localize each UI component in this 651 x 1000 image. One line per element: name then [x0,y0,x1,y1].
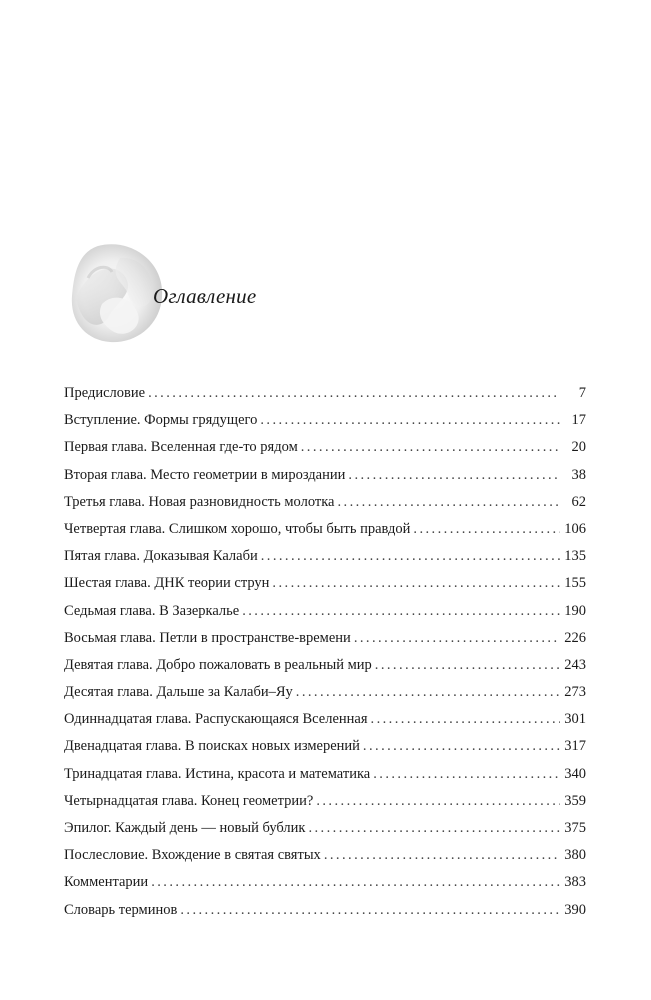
toc-entry-title: Послесловие. Вхождение в святая святых [64,847,321,864]
toc-entry-title: Предисловие [64,385,146,401]
toc-entry-title: Третья глава. Новая разновидность молотка [64,493,335,510]
toc-entry-page: 62 [571,493,586,510]
toc-entry-title: Четырнадцатая глава. Конец геометрии? [64,792,314,809]
toc-entry-title: Вторая глава. Место геометрии в мироздании [64,466,346,483]
toc-entry[interactable] [64,733,586,760]
toc-entry-title: Шестая глава. ДНК теории струн [64,575,270,592]
dot-leader [148,380,560,407]
toc-entry-page: 20 [571,439,586,456]
dot-leader [363,733,560,760]
toc-entry-title: Восьмая глава. Петли в пространстве-времени [64,629,351,646]
toc-entry-page: 106 [564,520,586,537]
dot-leader [373,761,560,788]
dot-leader [308,815,560,842]
toc-entry[interactable] [64,869,586,896]
toc-entry-title: Седьмая глава. В Зазеркалье [64,602,240,619]
toc-entry-page: 135 [564,548,586,565]
dot-leader [413,516,560,543]
toc-entry[interactable] [64,652,586,679]
toc-entry-title: Пятая глава. Доказывая Калаби [64,548,258,565]
dot-leader [337,489,560,516]
toc-entry[interactable] [64,570,586,597]
table-of-contents [64,380,586,924]
toc-entry-title: Первая глава. Вселенная где-то рядом [64,439,298,456]
toc-entry-page: 155 [564,575,586,592]
dot-leader [260,407,560,434]
toc-entry-page: 17 [571,412,586,429]
toc-entry[interactable] [64,380,586,407]
toc-entry-page: 226 [564,629,586,646]
dot-leader [151,869,560,896]
toc-entry[interactable] [64,625,586,652]
dot-leader [375,652,560,679]
toc-entry-page: 317 [564,738,586,755]
toc-entry[interactable] [64,761,586,788]
page-title: Оглавление [153,284,257,308]
toc-entry-page: 383 [564,874,586,891]
dot-leader [371,706,560,733]
dot-leader [348,462,560,489]
toc-entry-title: Тринадцатая глава. Истина, красота и математика [64,765,371,782]
toc-entry-page: 340 [564,765,586,782]
toc-entry-page: 273 [564,684,586,701]
dot-leader [296,679,560,706]
toc-entry[interactable] [64,434,586,461]
toc-entry-title: Вступление. Формы грядущего [64,412,258,429]
toc-entry[interactable] [64,815,586,842]
toc-entry-page: 380 [564,847,586,864]
toc-entry-page: 301 [564,711,586,728]
toc-entry-title: Словарь терминов [64,901,178,918]
toc-entry-page: 375 [564,820,586,836]
toc-entry-title: Эпилог. Каждый день — новый бублик [64,820,306,836]
toc-entry[interactable] [64,788,586,815]
toc-entry-page: 243 [564,656,586,673]
toc-entry-page: 7 [578,385,586,401]
toc-entry-page: 190 [564,602,586,619]
toc-entry[interactable] [64,842,586,869]
toc-entry-title: Двенадцатая глава. В поисках новых измерений [64,738,360,755]
toc-entry[interactable] [64,706,586,733]
toc-entry-page: 390 [564,901,586,918]
toc-entry[interactable] [64,407,586,434]
toc-entry[interactable] [64,598,586,625]
toc-entry-title: Одиннадцатая глава. Распускающаяся Вселенная [64,711,368,728]
toc-entry-page: 359 [564,792,586,809]
dot-leader [316,788,560,815]
toc-entry-page: 38 [571,466,586,483]
toc-entry-title: Комментарии [64,874,149,891]
toc-entry-title: Десятая глава. Дальше за Калаби–Яу [64,684,293,701]
toc-entry[interactable] [64,516,586,543]
dot-leader [301,434,560,461]
dot-leader [272,570,560,597]
toc-entry[interactable] [64,543,586,570]
dot-leader [354,625,560,652]
toc-entry[interactable] [64,489,586,516]
dot-leader [180,897,560,924]
toc-entry[interactable] [64,897,586,924]
toc-entry[interactable] [64,462,586,489]
toc-entry-title: Четвертая глава. Слишком хорошо, чтобы быть правдой [64,520,411,537]
toc-entry-title: Девятая глава. Добро пожаловать в реальный мир [64,656,372,673]
dot-leader [261,543,560,570]
toc-entry[interactable] [64,679,586,706]
dot-leader [242,598,560,625]
dot-leader [324,842,560,869]
